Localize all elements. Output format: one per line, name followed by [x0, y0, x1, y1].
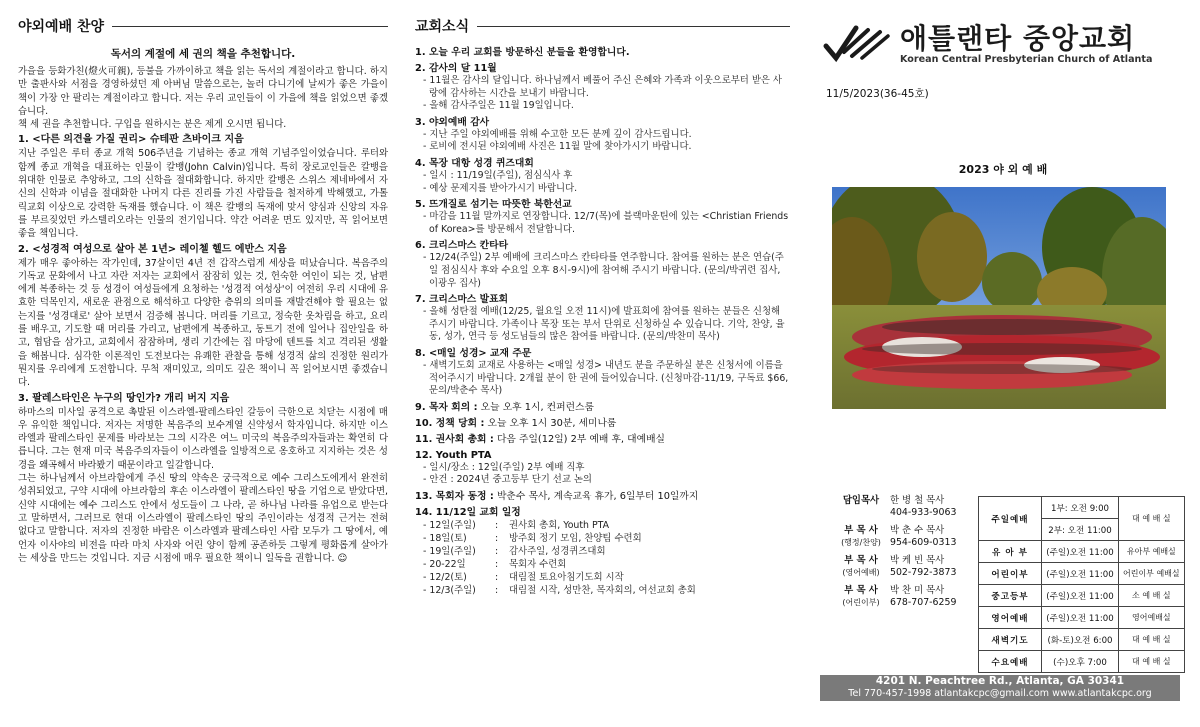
schedule-date: - 19일(주일) [423, 545, 476, 557]
book-1-heading: 1. <다른 의견을 가질 권리> 슈테판 츠바이크 지음 [18, 134, 244, 146]
staff-role-title: 담임목사 [842, 495, 880, 506]
schedule-date: - 12/3(주일) [423, 584, 476, 596]
news-inline-label: 9. 목자 회의 : [415, 401, 478, 413]
schedule-date: - 12일(주일) [423, 519, 476, 531]
service-place: 어린이부 예배실 [1119, 563, 1185, 585]
news-item-12-line: - 안건 : 2024년 중고등부 단기 선교 논의 [423, 474, 592, 486]
news-item-14-heading: 14. 11/12일 교회 일정 [415, 506, 521, 518]
book-3-body: 하마스의 미사일 공격으로 촉발된 이스라엘-팔레스타인 갈등이 극한으로 치닫는 시점에 매우 유익한 책입니다. 저자는 저명한 복음주의 보수계열 신약성서 학자입니다. 하지만 이스라엘과 팔레스타인 문제를 바라보는 그의 시각은 여느 미국의 복음주의자들과는 확연히 다릅니다. 그는 현재 미국 복음주의자들이 이스라엘을 일방적으로 옹호하고 지지하는 것은 성경을 왜곡해서 바라봤기 때문이라고 일갈합니다. [18, 406, 388, 471]
news-item-line: - 올해 성탄절 예배(12/25, 월요일 오전 11시)에 발표회에 참여를 원하는 분들은 신청해 주시기 바랍니다. 가족이나 목장 또는 부서 단위로 신청하실 수 있습니다. 기악, 찬양, 율동, 성가, 연극 등 성도님들의 많은 참여를 바랍니다. (문의/박찬미 목사) [423, 306, 785, 343]
service-place: 대 예 배 실 [1119, 629, 1185, 651]
photo-title: 2023 야 외 예 배 [958, 163, 1048, 176]
section-heading-text: 야외예배 찬양 [18, 19, 105, 35]
section-heading-hymn [18, 16, 388, 36]
service-name: 유 아 부 [979, 541, 1042, 563]
service-name: 영어예배 [979, 607, 1042, 629]
heading-rule [477, 26, 790, 27]
service-place: 영어예배실 [1119, 607, 1185, 629]
news-item-line: - 예상 문제지를 받아가시기 바랍니다. [423, 182, 578, 194]
news-item-heading: 6. 크리스마스 칸타타 [415, 240, 509, 252]
staff-row [832, 555, 984, 579]
schedule-sep: : [495, 571, 499, 583]
schedule-date: - 20-22일 [423, 558, 466, 570]
service-time: (화-토)오전 6:00 [1042, 629, 1119, 651]
staff-phone: 678-707-6259 [890, 597, 957, 608]
article-intro-2: 책 세 권을 추천합니다. 구입을 원하시는 분은 제게 오시면 됩니다. [18, 119, 287, 131]
service-time: 2부: 오전 11:00 [1042, 519, 1119, 541]
staff-role [832, 525, 890, 549]
schedule-grid [423, 519, 790, 597]
news-item-line: - 11월은 감사의 달입니다. 하나님께서 베풀어 주신 은혜와 가족과 이웃으로부터 받은 사랑에 감사하는 시간을 보내기 바랍니다. [423, 75, 782, 99]
service-time: (주일)오전 11:00 [1042, 585, 1119, 607]
staff-row [832, 495, 984, 519]
news-item-heading: 1. 오늘 우리 교회를 방문하신 분들을 환영합니다. [415, 47, 630, 58]
section-heading-text: 교회소식 [415, 19, 470, 35]
news-item-13-label: 13. 목회자 동정 : [415, 490, 494, 502]
service-time: (주일)오전 11:00 [1042, 563, 1119, 585]
service-time: (수)오후 7:00 [1042, 651, 1119, 673]
news-item-line: - 로비에 전시된 야외예배 사진은 11월 말에 찾아가시기 바랍니다. [423, 141, 692, 153]
news-item-12-heading: 12. Youth PTA [415, 449, 492, 461]
schedule-event: 대림절 토요아침기도회 시작 [509, 571, 624, 583]
staff-name: 한 병 철 목사 [890, 495, 945, 506]
staff-role-sub: (행정/찬양) [841, 538, 881, 547]
footer-bar [820, 675, 1180, 701]
service-time: (주일)오전 11:00 [1042, 541, 1119, 563]
staff-contact [890, 495, 984, 519]
news-item-line: - 지난 주일 야외예배를 위해 수고한 모든 분께 깊이 감사드립니다. [423, 128, 692, 140]
schedule-sep: : [495, 584, 499, 596]
schedule-event: 감사주일, 성경퀴즈대회 [509, 545, 606, 557]
news-item-heading: 7. 크리스마스 발표회 [415, 294, 509, 306]
news-item-13 [415, 490, 790, 503]
service-place: 대 예 배 실 [1119, 497, 1185, 541]
staff-role-title: 부 목 사 [844, 555, 878, 566]
news-inline-label: 10. 정책 당회 : [415, 417, 485, 429]
service-time: (주일)오전 11:00 [1042, 607, 1119, 629]
section-heading-news [415, 16, 790, 36]
staff-name: 박 케 빈 목사 [890, 555, 945, 566]
news-item-heading: 4. 목장 대항 성경 퀴즈대회 [415, 157, 534, 169]
service-row [979, 651, 1185, 673]
schedule-date: - 12/2(토) [423, 571, 467, 583]
staff-role [832, 555, 890, 579]
article-intro: 가을을 등화가친(燈火可親), 등불을 가까이하고 책을 읽는 독서의 계절이라고 합니다. 하지만 출판사와 서점을 경영하셨던 제 아버님 말씀으로는, 놀러 다니기에 날씨가 좋은 가을이 책이 가장 안 팔리는 계절이라고 합니다. 저는 우리 교인들이 이 가을에 책을 읽었으면 좋겠습니다. [18, 66, 388, 117]
church-name-korean: 애틀랜타 중앙교회 [900, 21, 1136, 55]
service-row [979, 563, 1185, 585]
service-place: 유아부 예배실 [1119, 541, 1185, 563]
schedule-sep: : [495, 532, 499, 544]
news-item-heading: 5. 뜨개질로 섬기는 따뜻한 북한선교 [415, 199, 572, 211]
schedule-event: 권사회 총회, Youth PTA [509, 519, 610, 531]
news-item-13-text: 박춘수 목사, 계속교육 휴가, 6일부터 10일까지 [493, 490, 699, 502]
footer-contact: Tel 770-457-1998 atlantakcpc@gmail.com www.atlantakcpc.org [848, 688, 1152, 699]
staff-phone: 404-933-9063 [890, 507, 957, 518]
news-inline-item [415, 433, 790, 446]
staff-phone: 954-609-0313 [890, 537, 957, 548]
left-column [18, 8, 388, 565]
staff-role-title: 부 목 사 [844, 525, 878, 536]
service-name: 새벽기도 [979, 629, 1042, 651]
church-name-english: Korean Central Presbyterian Church of Atlanta [900, 53, 1153, 65]
footer-address: 4201 N. Peachtree Rd., Atlanta, GA 30341 [875, 675, 1125, 687]
staff-row [832, 525, 984, 549]
book-1-body: 지난 주일은 루터 종교 개혁 506주년을 기념하는 종교 개혁 기념주일이었습니다. 루터와 함께 종교 개혁을 대표하는 인물이 칼뱅(John Calvin)입니다. 특히 장로교인들은 칼뱅을 위대한 인물로 추앙하고, 그의 신학을 절대화합니다. 하지만 칼뱅은 스위스 제네바에서 자신의 신학과 이념을 절대화한 나머지 다른 진리를 가진 사람들을 철저하게 박해했고, 가톨릭교회 이상으로 강력한 독재를 했습니다. 이 책은 칼뱅의 독재에 맞서 양심과 신앙의 자유를 부르짖었던 카스텔리오라는 인물의 전기입니다. 약간 어려운 면도 있지만, 꼭 읽어보면 좋을 책입니다. [18, 148, 388, 240]
schedule-event: 방주회 정기 모임, 찬양팀 수련회 [509, 532, 642, 544]
news-item-line: - 마감을 11월 말까지로 연장합니다. 12/7(목)에 블랙마운틴에 있는 <Christian Friends of Korea>를 방문해서 전달합니다. [423, 211, 789, 235]
staff-row [832, 585, 984, 609]
book-3-heading: 3. 팔레스타인은 누구의 땅인가? 개리 버지 지음 [18, 392, 230, 404]
heading-rule [112, 26, 388, 27]
staff-role-title: 부 목 사 [844, 585, 878, 596]
service-row [979, 607, 1185, 629]
news-item-line: - 올해 감사주일은 11월 19일입니다. [423, 100, 574, 112]
service-row [979, 629, 1185, 651]
service-place: 소 예 배 실 [1119, 585, 1185, 607]
schedule-sep: : [495, 519, 499, 531]
news-inline-text: 다음 주일(12일) 2부 예배 후, 대예배실 [493, 433, 665, 445]
news-inline-label: 11. 권사회 총회 : [415, 433, 494, 445]
book-2-heading: 2. <성경적 여성으로 살아 본 1년> 레이첼 헬드 에반스 지음 [18, 243, 287, 255]
book-2-body: 제가 매우 좋아하는 작가인데, 37살이던 4년 전 갑작스럽게 세상을 떠났습니다. 복음주의 기독교 문화에서 나고 자란 저자는 교회에서 잠잠히 있는 것, 헌숙한 여인이 되는 것, 남편에게 복종하는 것 등 성경이 여성들에게 요청하는 '성경적 여성상'이 여전히 우리 시대에 유효한 덕목인지, 새로운 관점으로 해석하고 다양한 층위의 의미를 재발견해야 할 필요는 없는지를 '성경대로' 살아 보면서 검증해 봅니다. 머리를 기르고, 정숙한 옷차림을 하고, 요리를 배우고, 기도할 때 머리를 가리고, 남편에게 복종하고, 동트기 전에 일어나 집안일을 하고, 협담을 삼가고, 교회에서 잠잠하며, 생리 기간에는 집 마당에 텐트를 치고 격리된 생활을 해봅니다. 심각한 이론적인 도전보다는 유쾌한 관찰을 통해 성경적 삶의 진정한 원리가 뭔지를 우리에게 도전합니다. 무척 재미있고, 의미도 깊은 책이니 꼭 읽어보시면 좋겠습니다. [18, 257, 388, 389]
news-inline-list [415, 401, 790, 446]
news-item-line: - 일시 : 11/19일(주일), 점심식사 후 [423, 169, 573, 181]
staff-contact [890, 585, 984, 609]
staff-contact [890, 525, 984, 549]
service-name: 어린이부 [979, 563, 1042, 585]
news-inline-item [415, 401, 790, 414]
service-schedule-table [978, 496, 1185, 673]
middle-column [415, 8, 790, 597]
service-row [979, 541, 1185, 563]
book-3-body-2: 그는 하나님께서 아브라함에게 주신 땅의 약속은 궁극적으로 예수 그리스도에게서 완전히 성취되었고, 구약 시대에 아브라함의 후손 이스라엘이 팔레스타인 땅을 기업으로 받았다면, 신약 시대에는 예수 그리스도 안에서 성도들이 그 나라, 곧 하나님 나라를 유업으로 받는다고 말하면서, 그러므로 현대 이스라엘이 팔레스타인 땅의 주인이라는 성경적 근거는 전혀 없다고 말합니다. 저자의 진정한 바람은 이스라엘과 팔레스타인 사람 모두가 그 땅에서, 예언자 이사야의 비전을 따라 마치 사자와 어린 양이 함께 공존하듯 그렇게 평화롭게 살아가는 세상을 만드는 것입니다. 지금 시점에 매우 필요한 책이니 일독을 권합니다. ☺ [18, 473, 388, 564]
schedule-event: 목회자 수련회 [509, 558, 567, 570]
church-info [822, 0, 1200, 727]
news-inline-text: 오늘 오후 1시 30분, 세미나룸 [484, 417, 617, 429]
service-row-sunday [979, 497, 1185, 519]
staff-contact [890, 555, 984, 579]
news-inline-text: 오늘 오후 1시, 컨퍼런스룸 [477, 401, 594, 413]
schedule-sep: : [495, 558, 499, 570]
news-item-line: - 새벽기도회 교재로 사용하는 <매일 성경> 내년도 분을 주문하실 분은 신청서에 이름을 적어주시기 바랍니다. 2개월 분이 한 권에 들어있습니다. (신청마감-11/19, 구독료 $66, 문의/박춘수 목사) [423, 359, 789, 397]
staff-name: 박 춘 수 목사 [890, 525, 945, 536]
article-title: 독서의 계절에 세 권의 책을 추천합니다. [110, 48, 296, 60]
staff-role-sub: (영어예배) [842, 568, 880, 577]
staff-role-sub: (어린이부) [842, 598, 880, 607]
news-item-line: - 12/24(주일) 2부 예배에 크리스마스 칸타타를 연주합니다. 참여를 원하는 분은 연습(주일 점심식사 후와 수요일 오후 8시-9시)에 참여해 주시기 바랍니다. (문의/박귀련 집사, 이광우 집사) [423, 252, 784, 289]
news-item-heading: 3. 야외예배 감사 [415, 116, 490, 128]
staff-role [832, 495, 890, 519]
news-inline-item [415, 417, 790, 430]
staff-role [832, 585, 890, 609]
service-name: 주일예배 [979, 497, 1042, 541]
schedule-date: - 18일(토) [423, 532, 467, 544]
schedule-event: 대림절 시작, 성만찬, 목자회의, 여선교회 총회 [509, 584, 696, 596]
issue-number: 11/5/2023(36-45호) [826, 88, 929, 100]
staff-name: 박 찬 미 목사 [890, 585, 945, 596]
news-item-12-line: - 일시/장소 : 12일(주일) 2부 예배 직후 [423, 461, 585, 473]
service-place: 대 예 배 실 [1119, 651, 1185, 673]
service-row [979, 585, 1185, 607]
news-item-heading: 2. 감사의 달 11월 [415, 63, 497, 74]
service-name: 중고등부 [979, 585, 1042, 607]
staff-phone: 502-792-3873 [890, 567, 957, 578]
service-name: 수요예배 [979, 651, 1042, 673]
schedule-sep: : [495, 545, 499, 557]
service-time: 1부: 오전 9:00 [1042, 497, 1119, 519]
news-item-heading: 8. <매일 성경> 교재 주문 [415, 347, 532, 359]
staff-list [832, 495, 984, 615]
news-list [415, 46, 790, 398]
